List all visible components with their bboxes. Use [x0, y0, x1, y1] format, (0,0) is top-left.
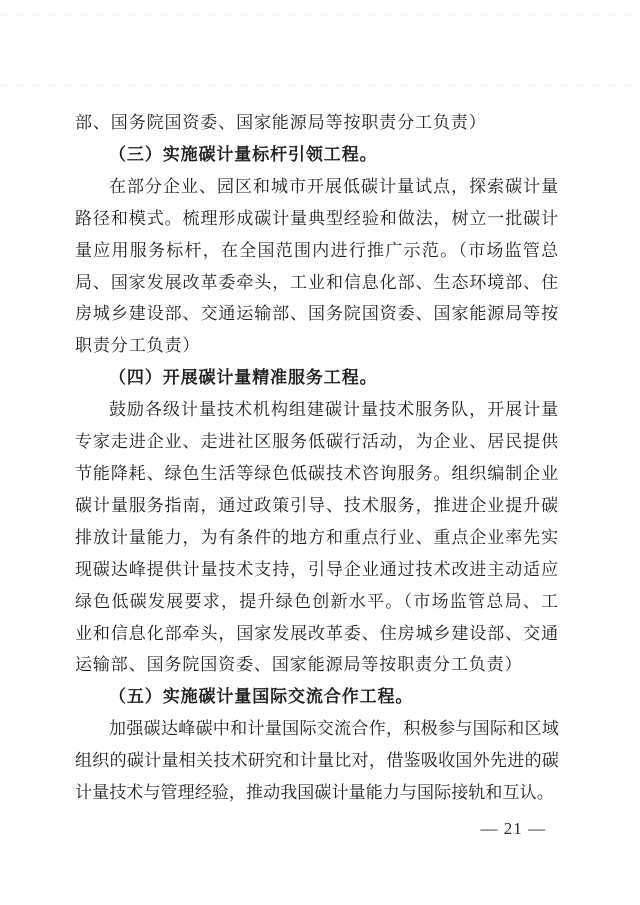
- scan-artifact-line: [0, 13, 640, 16]
- section-heading-4: （四）开展碳计量精准服务工程。: [109, 368, 378, 388]
- paragraph-continuation: 部、国务院国资委、国家能源局等按职责分工负责）: [75, 113, 487, 132]
- document-body: [75, 107, 559, 809]
- paragraph-section-4: 鼓励各级计量技术机构组建碳计量技术服务队，开展计量专家走进企业、走进社区服务低碳行活动，为企业、居民提供节能降耗、绿色生活等绿色低碳技术咨询服务。组织编制企业碳计量服务指南，通过政策引导、技术服务，推进企业提升碳排放计量能力，为有条件的地方和重点行业、重点企业率先实现碳达峰提供计量技术支持，引导企业通过技术改进主动适应绿色低碳发展要求，提升绿色创新水平。（市场监管总局、工业和信息化部牵头，国家发展改革委、住房城乡建设部、交通运输部、国务院国资委、国家能源局等按职责分工负责）: [75, 400, 559, 675]
- section-heading-5: （五）实施碳计量国际交流合作工程。: [109, 687, 414, 707]
- section-heading-3: （三）实施碳计量标杆引领工程。: [109, 144, 378, 164]
- scan-artifact-line: [0, 84, 640, 87]
- page-number: — 21 —: [480, 819, 546, 838]
- paragraph-section-3: 在部分企业、园区和城市开展低碳计量试点，探索碳计量路径和模式。梳理形成碳计量典型经验和做法，树立一批碳计量应用服务标杆，在全国范围内进行推广示范。（市场监管总局、国家发展改革委牵头，工业和信息化部、生态环境部、住房城乡建设部、交通运输部、国务院国资委、国家能源局等按职责分工负责）: [75, 176, 559, 356]
- paragraph-section-5: 加强碳达峰碳中和计量国际交流合作，积极参与国际和区域组织的碳计量相关技术研究和计量比对，借鉴吸收国外先进的碳计量技术与管理经验，推动我国碳计量能力与国际接轨和互认。: [75, 719, 559, 803]
